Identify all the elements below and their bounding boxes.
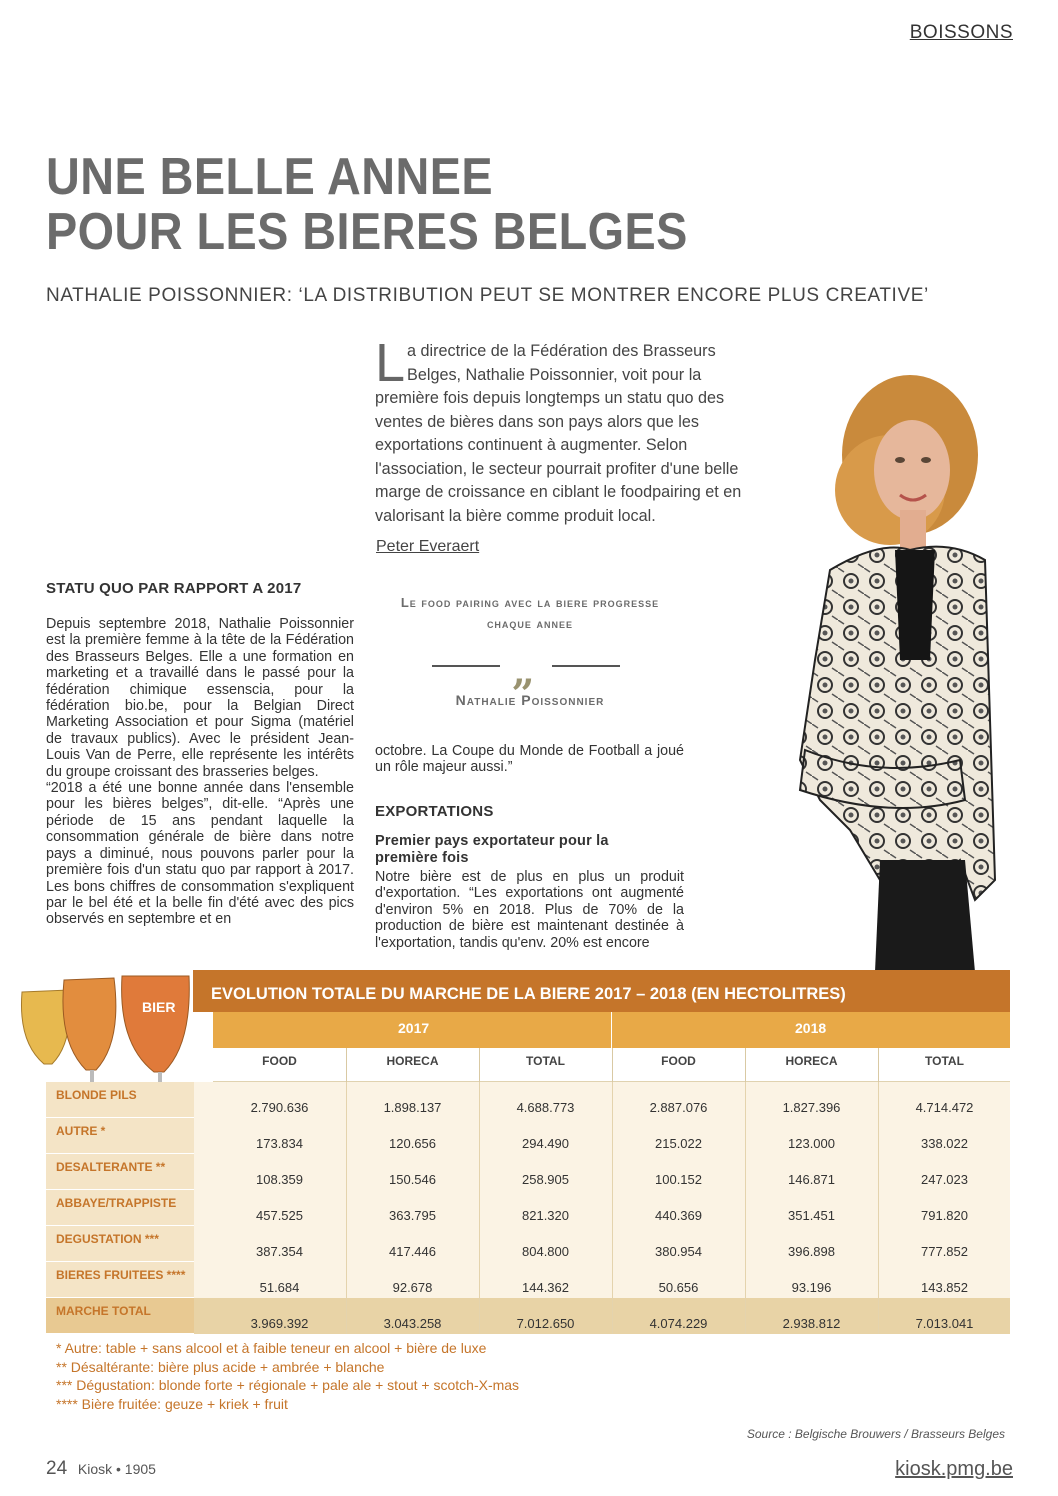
column-header: HORECA: [386, 1054, 439, 1068]
footer-left: [46, 1458, 156, 1480]
divider: [479, 1154, 480, 1190]
table-cell: 777.852: [921, 1244, 968, 1259]
table-row: [46, 1082, 1010, 1118]
row-gap: [194, 1190, 213, 1226]
row-cells: [213, 1082, 1010, 1118]
footer-url-link[interactable]: kiosk.pmg.be: [895, 1458, 1013, 1480]
divider: [878, 1082, 879, 1118]
divider: [878, 1118, 879, 1154]
body-column-left: [46, 616, 354, 928]
year-2018: 2018: [795, 1020, 827, 1036]
divider: [745, 1118, 746, 1154]
row-gap: [194, 1298, 213, 1334]
divider: [612, 1082, 613, 1118]
paragraph: Depuis septembre 2018, Nathalie Poissonnier est la première femme à la tête de la Fédération des Brasseurs Belges. Elle a une formation en marketing et a travaillé dans le passé pour la fédération chimique essenscia, pour la fédération bio.be, pour la Belgian Direct Marketing Association et pour Sigma (matériel de travaux publics). Avec le président Jean-Louis Van de Perre, elle représente les intérêts du groupe croissant des brasseries belges.: [46, 616, 354, 780]
table-cell: 108.359: [256, 1172, 303, 1187]
table-cell: 51.684: [259, 1280, 300, 1295]
divider: [878, 1190, 879, 1226]
row-label: AUTRE *: [46, 1118, 194, 1154]
divider: [745, 1226, 746, 1262]
drop-cap: L: [375, 333, 406, 393]
note: ** Désaltérante: bière plus acide + ambrée + blanche: [56, 1358, 385, 1375]
divider: [479, 1298, 480, 1334]
year-2017: 2017: [398, 1020, 430, 1036]
table-notes: [56, 1339, 519, 1413]
section-subheading: Premier pays exportateur pour la première fois: [375, 833, 609, 866]
divider: [479, 1118, 480, 1154]
divider: [346, 1118, 347, 1154]
table-cell: 144.362: [522, 1280, 569, 1295]
page-number: 24: [46, 1458, 68, 1479]
table-cell: 150.546: [389, 1172, 436, 1187]
row-cells: [213, 1118, 1010, 1154]
table-cell: 7.013.041: [915, 1316, 974, 1331]
title-line-2: POUR LES BIERES BELGES: [46, 203, 688, 261]
table-row: [46, 1154, 1010, 1190]
body-column-right: Notre bière est de plus en plus un produit d'exportation. “Les exportations ont augmenté d'environ 5% en 2018. Plus de 70% de la production de bière est maintenant destinée à l'exportation, tandis qu'env. 20% est encore: [375, 869, 684, 951]
divider: [878, 1298, 879, 1334]
row-cells: [213, 1262, 1010, 1298]
table-cell: 440.369: [655, 1208, 702, 1223]
table-cell: 3.043.258: [383, 1316, 442, 1331]
row-label: BIERES FRUITEES ****: [46, 1262, 194, 1298]
table-cell: 294.490: [522, 1136, 569, 1151]
divider: [552, 665, 620, 667]
divider: [612, 1262, 613, 1298]
section-rubric[interactable]: BOISSONS: [909, 22, 1013, 43]
divider: [612, 1154, 613, 1190]
table-cell: 247.023: [921, 1172, 968, 1187]
divider: [878, 1262, 879, 1298]
table-year-row: [213, 1012, 1010, 1048]
table-source: Source : Belgische Brouwers / Brasseurs Belges: [746, 1427, 1005, 1441]
divider: [612, 1190, 613, 1226]
article-title: [46, 150, 688, 260]
table-row: [46, 1118, 1010, 1154]
paragraph: “2018 a été une bonne année dans l'ensemble pour les bières belges”, dit-elle. “Après une période de 15 ans pendant laquelle la consommation générale de bière dans notre pays a diminué, nous pouvons parler pour la première fois d'un statu quo par rapport à 2017. Les bons chiffres de consommation s'expliquent par le bel été et la belle fin d'été avec des pics observés en septembre et en: [46, 780, 354, 928]
divider: [479, 1226, 480, 1262]
lead-text: a directrice de la Fédération des Brasseurs Belges, Nathalie Poissonnier, voit pour la première fois depuis longtemps un statu quo des ventes de bières dans son pays alors que les exportations continuent à augmenter. Selon l'association, le secteur pourrait profiter d'une belle marge de croissance en ciblant le foodpairing et en valorisant la bière comme produit local.: [375, 342, 742, 525]
table-cell: 93.196: [791, 1280, 832, 1295]
divider: [346, 1298, 347, 1334]
table-cell: 2.887.076: [649, 1100, 708, 1115]
divider: [479, 1262, 480, 1298]
row-gap: [194, 1154, 213, 1190]
table-row: [46, 1226, 1010, 1262]
table-cell: 417.446: [389, 1244, 436, 1259]
divider: [612, 1226, 613, 1262]
divider: [346, 1262, 347, 1298]
table-cell: 4.714.472: [915, 1100, 974, 1115]
row-cells: [213, 1226, 1010, 1262]
divider: [346, 1154, 347, 1190]
table-cell: 2.938.812: [782, 1316, 841, 1331]
divider: [432, 665, 500, 667]
table-cell: 821.320: [522, 1208, 569, 1223]
table-cell: 351.451: [788, 1208, 835, 1223]
pull-quote: Le food pairing avec la biere progresse chaque annee: [400, 595, 660, 631]
column-header: HORECA: [785, 1054, 838, 1068]
table-cell: 7.012.650: [516, 1316, 575, 1331]
table-cell: 258.905: [522, 1172, 569, 1187]
row-gap: [194, 1082, 213, 1118]
table-cell: 173.834: [256, 1136, 303, 1151]
column-header: FOOD: [262, 1054, 297, 1068]
table-row: [46, 1262, 1010, 1298]
row-label: ABBAYE/TRAPPISTE: [46, 1190, 194, 1226]
author-byline[interactable]: Peter Everaert: [376, 538, 480, 555]
table-cell: 123.000: [788, 1136, 835, 1151]
divider: [479, 1082, 480, 1118]
pull-quote-author: Nathalie Poissonnier: [455, 692, 605, 708]
divider: [745, 1190, 746, 1226]
table-cell: 1.827.396: [782, 1100, 841, 1115]
table-cell: 100.152: [655, 1172, 702, 1187]
section-heading-exportations: EXPORTATIONS: [375, 803, 494, 820]
row-label: MARCHE TOTAL: [46, 1298, 194, 1334]
table-cell: 804.800: [522, 1244, 569, 1259]
table-cell: 143.852: [921, 1280, 968, 1295]
column-header: TOTAL: [526, 1054, 565, 1068]
note: **** Bière fruitée: geuze + kriek + fruit: [56, 1395, 288, 1412]
table-cell: 457.525: [256, 1208, 303, 1223]
row-label: DEGUSTATION ***: [46, 1226, 194, 1262]
row-cells: [213, 1154, 1010, 1190]
divider: [878, 1226, 879, 1262]
table-column-headers: [213, 1048, 1010, 1082]
portrait-photo: [760, 360, 1000, 972]
table-title-bar: [193, 970, 1010, 1012]
table-cell: 1.898.137: [383, 1100, 442, 1115]
table-cell: 3.969.392: [250, 1316, 309, 1331]
row-gap: [194, 1226, 213, 1262]
note: *** Dégustation: blonde forte + régionale + pale ale + stout + scotch-X-mas: [56, 1377, 520, 1393]
table-cell: 2.790.636: [250, 1100, 309, 1115]
divider: [611, 1012, 612, 1048]
column-header: FOOD: [661, 1054, 696, 1068]
section-heading-statu-quo: STATU QUO PAR RAPPORT A 2017: [46, 580, 302, 597]
table-cell: 791.820: [921, 1208, 968, 1223]
quote-mark-icon: „: [512, 648, 536, 695]
row-gap: [194, 1262, 213, 1298]
table-cell: 387.354: [256, 1244, 303, 1259]
glass-logo-text: BIER: [142, 999, 176, 1015]
divider: [745, 1262, 746, 1298]
divider: [346, 1082, 347, 1118]
article-lead: [375, 333, 755, 528]
table-cell: 120.656: [389, 1136, 436, 1151]
table-cell: 50.656: [658, 1280, 699, 1295]
row-label: DESALTERANTE **: [46, 1154, 194, 1190]
divider: [612, 1298, 613, 1334]
quote-separator: [432, 648, 620, 695]
magazine-issue: Kiosk • 1905: [77, 1461, 156, 1477]
table-cell: 4.688.773: [516, 1100, 575, 1115]
row-label: BLONDE PILS: [46, 1082, 194, 1118]
table-cell: 92.678: [392, 1280, 433, 1295]
table-cell: 215.022: [655, 1136, 702, 1151]
beer-glasses-image: [14, 972, 194, 1084]
table-cell: 363.795: [389, 1208, 436, 1223]
column-header: TOTAL: [925, 1054, 964, 1068]
row-cells: [213, 1298, 1010, 1334]
divider: [346, 1190, 347, 1226]
divider: [878, 1154, 879, 1190]
divider: [745, 1298, 746, 1334]
table-cell: 396.898: [788, 1244, 835, 1259]
body-column-continuation: octobre. La Coupe du Monde de Football a joué un rôle majeur aussi.”: [375, 743, 684, 776]
table-cell: 4.074.229: [649, 1316, 708, 1331]
divider: [745, 1154, 746, 1190]
article-subtitle: NATHALIE POISSONNIER: ‘LA DISTRIBUTION PEUT SE MONTRER ENCORE PLUS CREATIVE’: [46, 285, 929, 306]
row-cells: [213, 1190, 1010, 1226]
divider: [346, 1226, 347, 1262]
title-line-1: UNE BELLE ANNEE: [46, 148, 494, 206]
table-cell: 146.871: [788, 1172, 835, 1187]
table-cell: 338.022: [921, 1136, 968, 1151]
table-title: EVOLUTION TOTALE DU MARCHE DE LA BIERE 2017 – 2018 (EN HECTOLITRES): [211, 985, 846, 1003]
table-row: [46, 1190, 1010, 1226]
table-row: [46, 1298, 1010, 1334]
row-gap: [194, 1118, 213, 1154]
divider: [479, 1190, 480, 1226]
divider: [745, 1082, 746, 1118]
table-cell: 380.954: [655, 1244, 702, 1259]
divider: [612, 1118, 613, 1154]
note: * Autre: table + sans alcool et à faible teneur en alcool + bière de luxe: [56, 1340, 487, 1356]
